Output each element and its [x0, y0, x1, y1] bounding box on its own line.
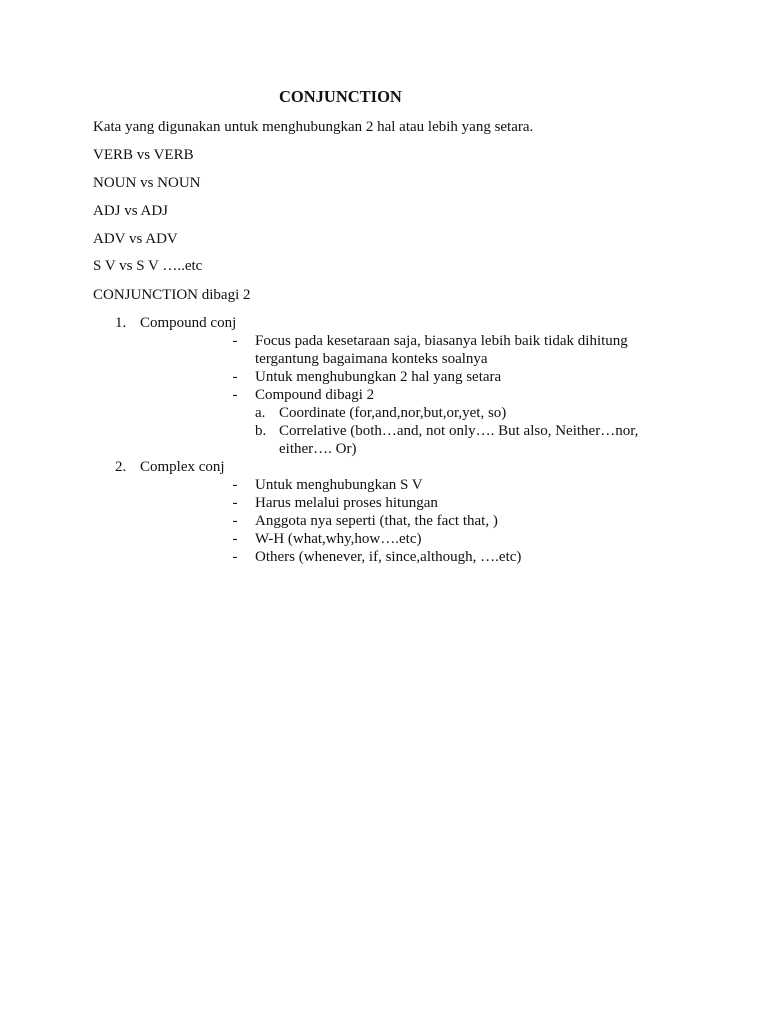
sub-item-b-text: Correlative (both…and, not only…. But also, Neither…nor,	[279, 423, 639, 439]
pair-adj: ADJ vs ADJ	[93, 203, 169, 219]
section-2-marker: 2.	[115, 459, 127, 475]
section-2-bullet-4: W-H (what,why,how….etc)	[255, 531, 422, 547]
pair-sv: S V vs S V …..etc	[93, 258, 203, 274]
bullet-dash: -	[232, 369, 238, 385]
section-1-bullet-3: Compound dibagi 2	[255, 387, 375, 403]
sub-item-b-marker: b.	[255, 423, 267, 439]
bullet-dash: -	[232, 387, 238, 403]
bullet-dash: -	[232, 477, 238, 493]
section-2-bullet-5: Others (whenever, if, since,although, ….etc)	[255, 549, 522, 565]
page-title: CONJUNCTION	[279, 87, 402, 106]
section-2-bullet-1: Untuk menghubungkan S V	[255, 477, 423, 493]
section-1-marker: 1.	[115, 315, 127, 331]
section-1-heading: Compound conj	[140, 315, 237, 331]
sub-item-b-cont: either…. Or)	[279, 441, 357, 457]
bullet-dash: -	[232, 333, 238, 349]
section-1-bullet-2: Untuk menghubungkan 2 hal yang setara	[255, 369, 502, 385]
pair-noun: NOUN vs NOUN	[93, 175, 201, 191]
section-2-heading: Complex conj	[140, 459, 225, 475]
pair-verb: VERB vs VERB	[93, 147, 194, 163]
sub-item-a-marker: a.	[255, 405, 266, 421]
pair-adv: ADV vs ADV	[93, 231, 178, 247]
section-1-bullet-1: Focus pada kesetaraan saja, biasanya lebih baik tidak dihitung	[255, 333, 628, 349]
bullet-dash: -	[232, 549, 238, 565]
sub-item-a-text: Coordinate (for,and,nor,but,or,yet, so)	[279, 405, 507, 421]
bullet-dash: -	[232, 531, 238, 547]
bullet-dash: -	[232, 495, 238, 511]
section-2-bullet-2: Harus melalui proses hitungan	[255, 495, 438, 511]
bullet-dash: -	[232, 513, 238, 529]
intro-text: Kata yang digunakan untuk menghubungkan 2 hal atau lebih yang setara.	[93, 119, 534, 135]
section-1-bullet-1-cont: tergantung bagaimana konteks soalnya	[255, 351, 488, 367]
divided-text: CONJUNCTION dibagi 2	[93, 287, 251, 303]
section-2-bullet-3: Anggota nya seperti (that, the fact that, )	[255, 513, 498, 529]
